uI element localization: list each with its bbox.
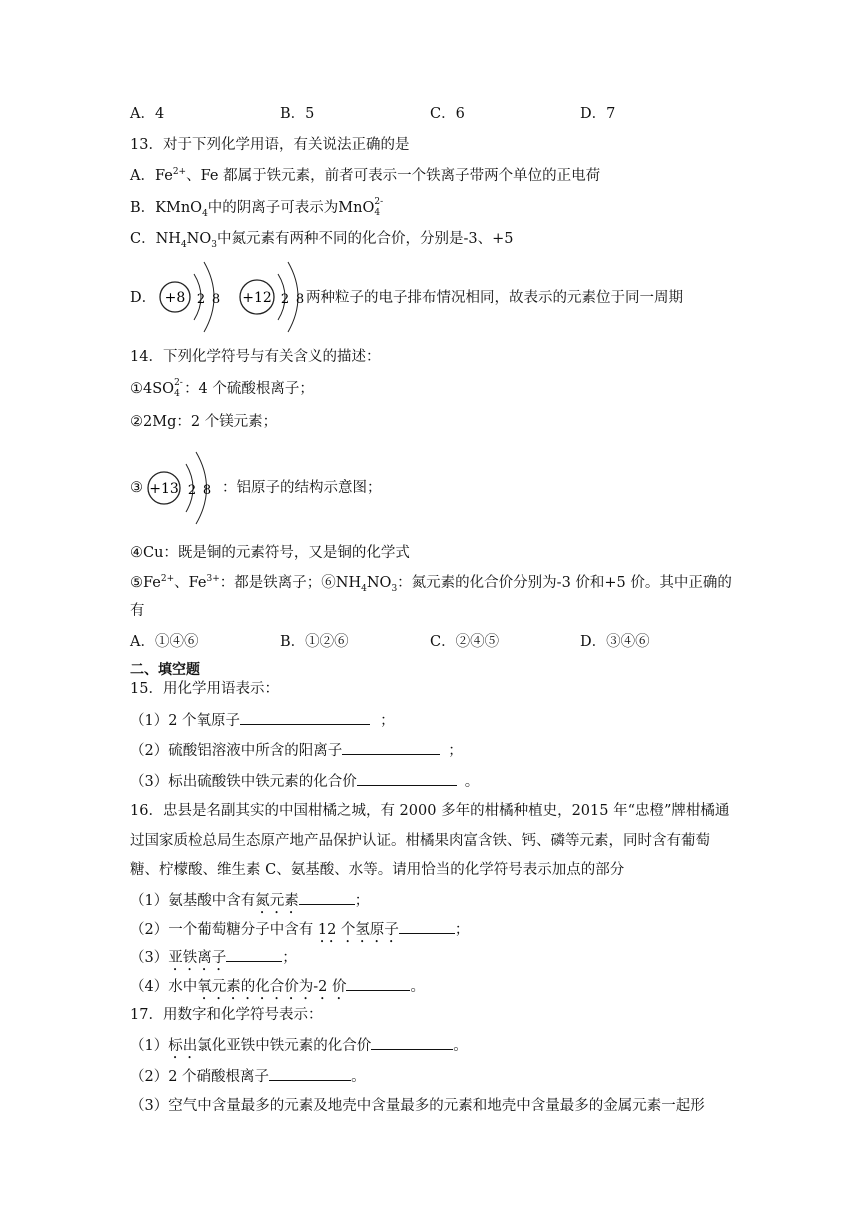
q12-option-a: A．4 <box>130 106 165 122</box>
answer-blank[interactable] <box>299 890 355 905</box>
svg-text:+12: +12 <box>242 290 272 306</box>
svg-text:8: 8 <box>211 292 221 307</box>
q17-part-3: （3）空气中含量最多的元素及地壳中含量最多的元素和地壳中含量最多的金属元素一起形 <box>130 1098 705 1114</box>
svg-text:8: 8 <box>202 483 212 498</box>
q16-line-3: 糖、柠檬酸、维生素 C、氨基酸、水等。请用恰当的化学符号表示加点的部分 <box>130 862 625 878</box>
q14-item-3-label: ③ <box>130 480 143 496</box>
q14-option-a: A．①④⑥ <box>130 634 199 650</box>
q14-option-c: C．②④⑤ <box>430 634 500 650</box>
q17-stem: 17．用数字和化学符号表示： <box>130 1007 323 1023</box>
q14-stem: 14．下列化学符号与有关含义的描述： <box>130 349 381 365</box>
q13-option-a: A．$Fe^{2+}$、Fe 都属于铁元素，前者可表示一个铁离子带两个单位的正电荷 <box>130 167 601 184</box>
q15-part-1: （1）2 个氧原子 ； <box>130 710 395 731</box>
q13-option-c: C．$NH_4NO_3$中氮元素有两种不同的化合价，分别是-3、+5 <box>130 231 514 250</box>
q13-option-b: B．KMnO$_4$中的阴离子可表示为MnO 2- 4 <box>130 197 384 219</box>
q16-part-4: （4）水中氧元素的化合价为-2 价 。 <box>130 976 425 1003</box>
answer-blank[interactable] <box>342 740 440 755</box>
q14-option-d: D．③④⑥ <box>580 634 650 650</box>
q12-option-c: C．6 <box>430 106 465 122</box>
q16-line-1: 16．忠县是名副其实的中国柑橘之城，有 2000 多年的柑橘种植史，2015 年“忠橙”牌柑橘通 <box>130 803 730 819</box>
q12-option-b: B．5 <box>280 106 315 122</box>
q16-part-3: （3）亚铁离子 ； <box>130 947 297 974</box>
q17-part-2: （2）2 个硝酸根离子 。 <box>130 1066 366 1087</box>
answer-blank[interactable] <box>357 771 457 786</box>
svg-text:8: 8 <box>295 292 305 307</box>
q13-option-d-label: D． <box>130 290 157 306</box>
q17-part-1: （1）标出氯化亚铁中铁元素的化合价 。 <box>130 1035 468 1062</box>
answer-blank[interactable] <box>346 976 410 991</box>
q15-stem: 15．用化学用语表示： <box>130 681 279 697</box>
q16-part-2: （2）一个葡萄糖分子中含有 12 个氢原子 ； <box>130 919 469 946</box>
q14-item-5-6: $⑤Fe^{2+}$、$Fe^{3+}$：都是铁离子；$⑥NH_4NO_3$：氮元素的化合价分别为-3 价和+5 价。其中正确的 <box>130 574 732 594</box>
magnesium-ion-structure-diagram <box>238 258 310 334</box>
q15-part-3: （3）标出硫酸铁中铁元素的化合价 。 <box>130 771 479 792</box>
svg-text:2: 2 <box>196 292 206 307</box>
q14-item-continuation: 有 <box>130 603 145 619</box>
q12-option-d: D．7 <box>580 106 616 122</box>
oxygen-ion-structure-diagram <box>158 258 228 334</box>
q14-item-3-text: ：铝原子的结构示意图； <box>222 480 382 496</box>
q13-option-d-text: 两种粒子的电子排布情况相同，故表示的元素位于同一周期 <box>306 290 683 306</box>
svg-text:2: 2 <box>280 292 290 307</box>
q13-stem: 13．对于下列化学用语，有关说法正确的是 <box>130 137 410 153</box>
section-heading: 二、填空题 <box>130 662 200 678</box>
q14-item-2: ②2Mg：2 个镁元素； <box>130 414 278 430</box>
svg-text:+13: +13 <box>149 481 179 497</box>
svg-text:2: 2 <box>187 483 197 498</box>
q14-option-b: B．①②⑥ <box>280 634 349 650</box>
answer-blank[interactable] <box>240 710 370 725</box>
q16-line-2: 过国家质检总局生态原产地产品保护认证。柑橘果肉富含铁、钙、磷等元素，同时含有葡萄 <box>130 833 710 849</box>
answer-blank[interactable] <box>226 947 282 962</box>
q15-part-2: （2）硫酸铝溶液中所含的阳离子 ； <box>130 740 463 761</box>
answer-blank[interactable] <box>269 1066 351 1081</box>
q16-part-1: （1）氨基酸中含有氮元素 ； <box>130 890 369 917</box>
q14-item-1: ①4SO 2- 4 ：4 个硫酸根离子； <box>130 378 314 399</box>
answer-blank[interactable] <box>371 1035 453 1050</box>
answer-blank[interactable] <box>399 919 455 934</box>
q14-item-4: ④Cu：既是铜的元素符号，又是铜的化学式 <box>130 545 410 561</box>
svg-text:+8: +8 <box>164 290 186 306</box>
aluminum-atom-structure-diagram <box>145 449 219 527</box>
